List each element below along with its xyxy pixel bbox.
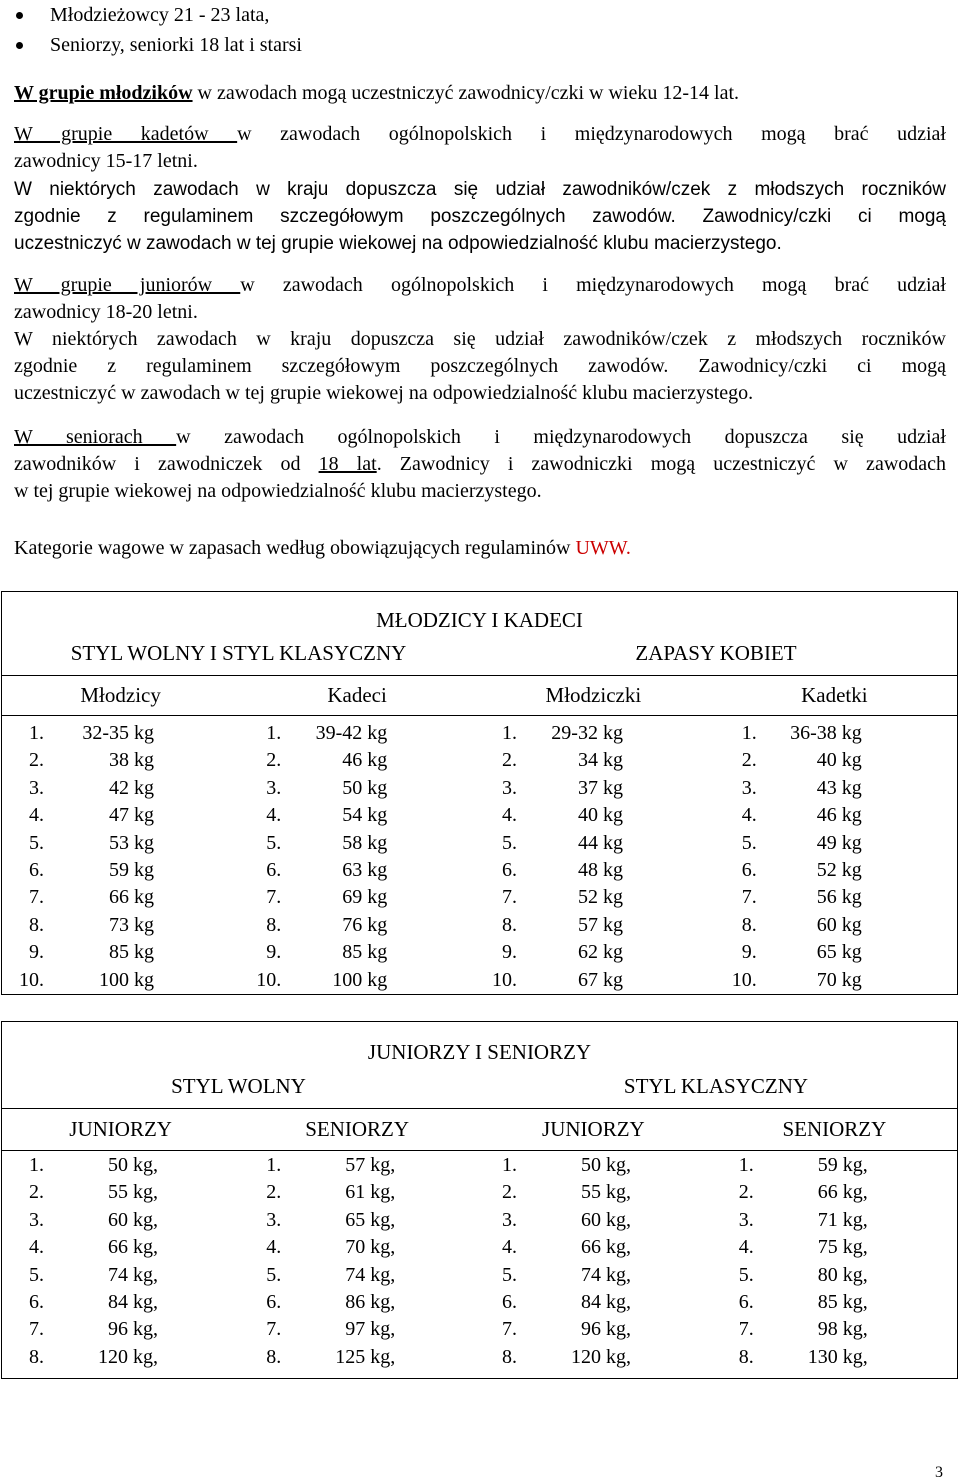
line: zgodnie z regulaminem szczegółowym poszczególnych zawodów. Zawodnicy/czki ci mogą — [14, 206, 946, 227]
weight-value: 100 kg — [332, 968, 388, 991]
weight-category-item — [475, 967, 712, 994]
line: W niektórych zawodach w kraju dopuszcza się udział zawodników/czek z młodszych roczników — [14, 328, 946, 350]
line — [14, 121, 946, 148]
line: w tej grupie wiekowej na odpowiedzialność klubu macierzystego. — [14, 480, 542, 502]
weight-column — [475, 716, 712, 995]
category-number: 8. — [741, 913, 757, 936]
weight-category-item — [712, 967, 957, 994]
weight-value: 50 kg, — [108, 1154, 158, 1176]
weight-value: 54 kg — [342, 804, 388, 827]
category-number: 4. — [29, 1236, 44, 1259]
category-number: 8. — [738, 1345, 754, 1368]
weight-category-item — [239, 1207, 475, 1234]
category-number: 7. — [29, 1318, 44, 1341]
weight-category-item — [712, 1207, 957, 1234]
weight-category-item — [475, 1179, 712, 1206]
weight-value: 60 kg, — [581, 1208, 631, 1231]
category-number: 3. — [29, 776, 44, 799]
paragraph-kategorie — [14, 535, 946, 562]
category-number: 4. — [738, 1236, 754, 1259]
term-juniorzy: W grupie juniorów — [14, 274, 241, 296]
category-number: 1. — [501, 722, 517, 744]
weight-category-item — [475, 1207, 712, 1234]
category-number: 6. — [29, 858, 44, 881]
column-header: Młodziczki — [475, 676, 712, 716]
weight-value: 98 kg, — [817, 1318, 868, 1341]
weight-value: 38 kg — [109, 749, 154, 772]
age-highlight: 18 lat — [318, 453, 377, 475]
weight-category-item — [475, 830, 712, 857]
category-number: 4. — [29, 804, 44, 827]
weight-category-item — [475, 1289, 712, 1316]
weight-value: 55 kg, — [581, 1181, 631, 1204]
weight-category-item — [239, 884, 475, 911]
weight-category-item — [2, 1152, 239, 1179]
category-number: 6. — [29, 1290, 44, 1313]
weight-category-item — [239, 1316, 475, 1343]
weight-value: 76 kg — [342, 913, 388, 936]
category-number: 10. — [731, 968, 757, 991]
category-number: 2. — [741, 749, 757, 772]
weight-value: 40 kg — [577, 804, 623, 827]
weight-category-item — [712, 1344, 957, 1371]
category-number: 5. — [741, 831, 757, 854]
bullet-item — [14, 2, 614, 32]
category-number: 1. — [266, 1154, 282, 1176]
weight-value: 71 kg, — [817, 1208, 868, 1231]
category-number: 8. — [29, 913, 44, 936]
weight-table-youth — [1, 591, 958, 995]
category-number: 3. — [29, 1208, 44, 1231]
weight-value: 57 kg, — [345, 1154, 396, 1176]
style-header: STYL WOLNY I STYL KLASYCZNY — [2, 633, 475, 676]
weight-category-item — [239, 1344, 475, 1371]
weight-column — [2, 1151, 240, 1379]
weight-category-item — [2, 857, 239, 884]
bullet-dot-icon — [16, 12, 23, 19]
weight-value: 70 kg — [816, 968, 862, 991]
weight-value: 86 kg, — [345, 1290, 396, 1313]
line — [14, 451, 946, 478]
weight-column — [712, 716, 958, 995]
page-number: 3 — [935, 1464, 943, 1481]
weight-category-item — [239, 967, 475, 994]
category-number: 7. — [741, 886, 757, 909]
weight-category-item — [2, 830, 239, 857]
weight-value: 60 kg, — [108, 1208, 158, 1231]
weight-category-item — [239, 1234, 475, 1261]
weight-value: 40 kg — [816, 749, 862, 772]
category-number: 2. — [29, 749, 44, 772]
category-number: 10. — [19, 968, 44, 991]
weight-value: 65 kg, — [345, 1208, 396, 1231]
weight-value: 56 kg — [816, 886, 862, 909]
category-number: 5. — [501, 831, 517, 854]
weight-category-item — [712, 1179, 957, 1206]
category-number: 5. — [502, 1263, 517, 1286]
weight-value: 55 kg, — [108, 1181, 158, 1204]
weight-category-item — [475, 912, 712, 939]
weight-category-item — [239, 775, 475, 802]
category-number: 7. — [266, 886, 282, 909]
weight-category-item — [239, 912, 475, 939]
weight-value: 96 kg, — [581, 1318, 631, 1341]
column-header: JUNIORZY — [475, 1109, 712, 1151]
weight-value: 66 kg, — [817, 1181, 868, 1204]
weight-category-item — [712, 1316, 957, 1343]
weight-category-item — [712, 720, 957, 747]
weight-value: 120 kg, — [571, 1345, 631, 1368]
weight-category-item — [2, 775, 239, 802]
category-number: 5. — [266, 1263, 282, 1286]
weight-value: 74 kg, — [345, 1263, 396, 1286]
weight-value: 75 kg, — [817, 1236, 868, 1259]
category-number: 4. — [502, 1236, 517, 1259]
term-mlodzicy: W grupie młodzików — [14, 82, 193, 104]
weight-column — [239, 716, 475, 995]
weight-category-item — [712, 1262, 957, 1289]
category-number: 6. — [501, 858, 517, 881]
category-number: 5. — [29, 1263, 44, 1286]
weight-value: 96 kg, — [108, 1318, 158, 1341]
weight-value: 34 kg — [577, 749, 623, 772]
category-number: 8. — [266, 1345, 282, 1368]
weight-category-item — [239, 802, 475, 829]
weight-value: 57 kg — [577, 913, 623, 936]
category-number: 6. — [738, 1290, 754, 1313]
weight-category-item — [712, 939, 957, 966]
weight-category-item — [712, 830, 957, 857]
weight-category-item — [2, 1207, 239, 1234]
paragraph-juniorzy — [14, 272, 946, 407]
category-number: 4. — [501, 804, 517, 827]
category-number: 2. — [501, 749, 517, 772]
table-title: MŁODZICY I KADECI — [2, 592, 958, 633]
weight-category-item — [2, 747, 239, 774]
weight-category-item — [712, 802, 957, 829]
weight-category-item — [712, 1152, 957, 1179]
category-number: 4. — [266, 1236, 282, 1259]
weight-category-item — [712, 857, 957, 884]
category-number: 9. — [266, 941, 282, 964]
weight-value: 59 kg — [109, 858, 154, 881]
weight-value: 47 kg — [109, 804, 154, 827]
paragraph-seniorzy — [14, 424, 946, 505]
weight-column — [475, 1151, 712, 1379]
weight-value: 62 kg — [577, 941, 623, 964]
category-number: 2. — [29, 1181, 44, 1204]
text: . Zawodnicy i zawodniczki mogą uczestniczyć w zawodach — [376, 453, 947, 475]
text: w zawodach ogólnopolskich i międzynarodowych dopuszcza się udział — [176, 426, 946, 448]
term-seniorzy: W seniorach — [14, 426, 177, 448]
category-number: 3. — [741, 776, 757, 799]
style-header: ZAPASY KOBIET — [475, 633, 958, 676]
uww-label: UWW. — [575, 537, 631, 559]
weight-value: 59 kg, — [817, 1154, 868, 1176]
weight-value: 46 kg — [342, 749, 388, 772]
weight-category-item — [475, 1152, 712, 1179]
weight-value: 29-32 kg — [551, 722, 623, 744]
line: zawodnicy 15-17 letni. — [14, 150, 198, 172]
weight-value: 73 kg — [109, 913, 154, 936]
weight-value: 66 kg, — [581, 1236, 631, 1259]
weight-category-item — [475, 747, 712, 774]
weight-category-item — [475, 775, 712, 802]
category-number: 7. — [266, 1318, 282, 1341]
weight-value: 130 kg, — [807, 1345, 868, 1368]
weight-value: 50 kg — [342, 776, 388, 799]
weight-value: 46 kg — [816, 804, 862, 827]
weight-category-item — [239, 1289, 475, 1316]
weight-category-item — [712, 1234, 957, 1261]
weight-category-item — [475, 1344, 712, 1371]
column-header: Kadeci — [239, 676, 475, 716]
weight-value: 70 kg, — [345, 1236, 396, 1259]
weight-category-item — [239, 1179, 475, 1206]
category-number: 1. — [738, 1154, 754, 1176]
weight-category-item — [2, 1179, 239, 1206]
weight-value: 42 kg — [109, 776, 154, 799]
weight-value: 100 kg — [99, 968, 154, 991]
weight-value: 37 kg — [577, 776, 623, 799]
category-number: 1. — [29, 1154, 44, 1176]
weight-category-item — [2, 720, 239, 747]
paragraph-kadeci — [14, 121, 946, 175]
category-number: 10. — [491, 968, 517, 991]
weight-category-item — [2, 939, 239, 966]
weight-value: 49 kg — [816, 831, 862, 854]
weight-category-item — [712, 912, 957, 939]
weight-category-item — [475, 939, 712, 966]
weight-value: 58 kg — [342, 831, 388, 854]
term-kadeci: W grupie kadetów — [14, 123, 238, 145]
category-number: 2. — [502, 1181, 517, 1204]
text: zawodników i zawodniczek od — [14, 453, 319, 475]
category-number: 7. — [502, 1318, 517, 1341]
weight-category-item — [475, 1316, 712, 1343]
line: uczestniczyć w zawodach w tej grupie wiekowej na odpowiedzialność klubu macierzystego. — [14, 382, 754, 404]
weight-value: 80 kg, — [817, 1263, 868, 1286]
weight-category-item — [475, 1262, 712, 1289]
category-number: 7. — [501, 886, 517, 909]
category-number: 1. — [29, 722, 44, 744]
weight-category-item — [712, 1289, 957, 1316]
category-number: 9. — [29, 941, 44, 964]
weight-value: 84 kg, — [581, 1290, 631, 1313]
table-title: JUNIORZY I SENIORZY — [2, 1022, 958, 1065]
weight-value: 120 kg, — [98, 1345, 158, 1368]
weight-category-item — [712, 747, 957, 774]
weight-value: 63 kg — [342, 858, 388, 881]
column-header: Kadetki — [712, 676, 958, 716]
paragraph-kadeci-note — [14, 176, 946, 257]
weight-value: 84 kg, — [108, 1290, 158, 1313]
weight-value: 66 kg — [109, 886, 154, 909]
category-number: 3. — [738, 1208, 754, 1231]
weight-value: 60 kg — [816, 913, 862, 936]
weight-value: 36-38 kg — [790, 722, 862, 744]
weight-category-item — [239, 720, 475, 747]
weight-category-item — [475, 720, 712, 747]
weight-column — [2, 716, 240, 995]
category-number: 4. — [266, 804, 282, 827]
weight-table-adult — [1, 1021, 958, 1379]
column-header: JUNIORZY — [2, 1109, 240, 1151]
weight-category-item — [2, 1289, 239, 1316]
weight-category-item — [239, 857, 475, 884]
weight-value: 52 kg — [577, 886, 623, 909]
category-number: 7. — [29, 886, 44, 909]
line — [14, 424, 946, 451]
weight-value: 52 kg — [816, 858, 862, 881]
category-number: 1. — [266, 722, 282, 744]
weight-value: 74 kg, — [108, 1263, 158, 1286]
weight-category-item — [2, 802, 239, 829]
weight-category-item — [2, 1234, 239, 1261]
category-number: 5. — [738, 1263, 754, 1286]
weight-category-item — [2, 884, 239, 911]
category-number: 6. — [502, 1290, 517, 1313]
weight-category-item — [712, 775, 957, 802]
category-number: 3. — [266, 776, 282, 799]
weight-value: 53 kg — [109, 831, 154, 854]
line: uczestniczyć w zawodach w tej grupie wiekowej na odpowiedzialność klubu macierzystego. — [14, 233, 782, 254]
bullet-dot-icon — [16, 42, 23, 49]
category-number: 6. — [266, 858, 282, 881]
style-header: STYL WOLNY — [2, 1065, 476, 1109]
category-number: 2. — [738, 1181, 754, 1204]
category-number: 3. — [501, 776, 517, 799]
line: zgodnie z regulaminem szczegółowym poszczególnych zawodów. Zawodnicy/czki ci mogą — [14, 355, 946, 377]
weight-category-item — [239, 1262, 475, 1289]
weight-value: 85 kg — [109, 941, 154, 964]
weight-category-item — [239, 830, 475, 857]
category-number: 3. — [266, 1208, 282, 1231]
weight-category-item — [475, 884, 712, 911]
weight-value: 66 kg, — [108, 1236, 158, 1259]
category-number: 1. — [502, 1154, 517, 1176]
category-number: 9. — [501, 941, 517, 964]
age-group-bullet-list — [14, 2, 614, 62]
weight-value: 69 kg — [342, 886, 388, 909]
bullet-item — [14, 32, 614, 62]
weight-category-item — [2, 1262, 239, 1289]
text: w zawodach ogólnopolskich i międzynarodowych mogą brać udział — [240, 274, 946, 296]
weight-value: 85 kg, — [817, 1290, 868, 1313]
category-number: 3. — [502, 1208, 517, 1231]
column-header: Młodzicy — [2, 676, 240, 716]
weight-value: 97 kg, — [345, 1318, 396, 1341]
weight-category-item — [239, 939, 475, 966]
weight-category-item — [239, 747, 475, 774]
text: Kategorie wagowe w zapasach według obowiązujących regulaminów — [14, 537, 576, 559]
category-number: 10. — [256, 968, 282, 991]
weight-value: 43 kg — [816, 776, 862, 799]
weight-category-item — [2, 912, 239, 939]
line: zawodnicy 18-20 letni. — [14, 301, 198, 323]
weight-category-item — [475, 1234, 712, 1261]
category-number: 7. — [738, 1318, 754, 1341]
text: w zawodach mogą uczestniczyć zawodnicy/czki w wieku 12-14 lat. — [192, 82, 740, 104]
weight-category-item — [475, 857, 712, 884]
category-number: 2. — [266, 1181, 282, 1204]
weight-value: 32-35 kg — [82, 722, 154, 744]
weight-value: 125 kg, — [335, 1345, 396, 1368]
line: W niektórych zawodach w kraju dopuszcza się udział zawodników/czek z młodszych roczników — [14, 179, 946, 200]
weight-value: 44 kg — [577, 831, 623, 854]
category-number: 6. — [266, 1290, 282, 1313]
category-number: 8. — [266, 913, 282, 936]
weight-value: 74 kg, — [581, 1263, 631, 1286]
category-number: 6. — [741, 858, 757, 881]
bullet-text: Seniorzy, seniorki 18 lat i starsi — [50, 34, 302, 56]
column-header: SENIORZY — [239, 1109, 475, 1151]
category-number: 2. — [266, 749, 282, 772]
weight-value: 48 kg — [577, 858, 623, 881]
weight-value: 50 kg, — [581, 1154, 631, 1176]
paragraph-mlodzicy — [14, 80, 946, 107]
category-number: 5. — [29, 831, 44, 854]
bullet-text: Młodzieżowcy 21 - 23 lata, — [50, 4, 270, 26]
weight-value: 61 kg, — [345, 1181, 396, 1204]
category-number: 5. — [266, 831, 282, 854]
category-number: 1. — [741, 722, 757, 744]
weight-category-item — [239, 1152, 475, 1179]
weight-value: 67 kg — [577, 968, 623, 991]
category-number: 9. — [741, 941, 757, 964]
weight-column — [712, 1151, 958, 1379]
weight-category-item — [2, 967, 239, 994]
category-number: 4. — [741, 804, 757, 827]
category-number: 8. — [29, 1345, 44, 1368]
weight-column — [239, 1151, 475, 1379]
weight-value: 39-42 kg — [315, 722, 388, 744]
style-header: STYL KLASYCZNY — [475, 1065, 958, 1109]
category-number: 8. — [501, 913, 517, 936]
text: w zawodach ogólnopolskich i międzynarodowych mogą brać udział — [237, 123, 946, 145]
weight-value: 85 kg — [342, 941, 388, 964]
weight-category-item — [475, 802, 712, 829]
column-header: SENIORZY — [712, 1109, 958, 1151]
weight-category-item — [2, 1316, 239, 1343]
weight-category-item — [712, 884, 957, 911]
category-number: 8. — [502, 1345, 517, 1368]
weight-value: 65 kg — [816, 941, 862, 964]
line — [14, 272, 946, 299]
weight-category-item — [2, 1344, 239, 1371]
